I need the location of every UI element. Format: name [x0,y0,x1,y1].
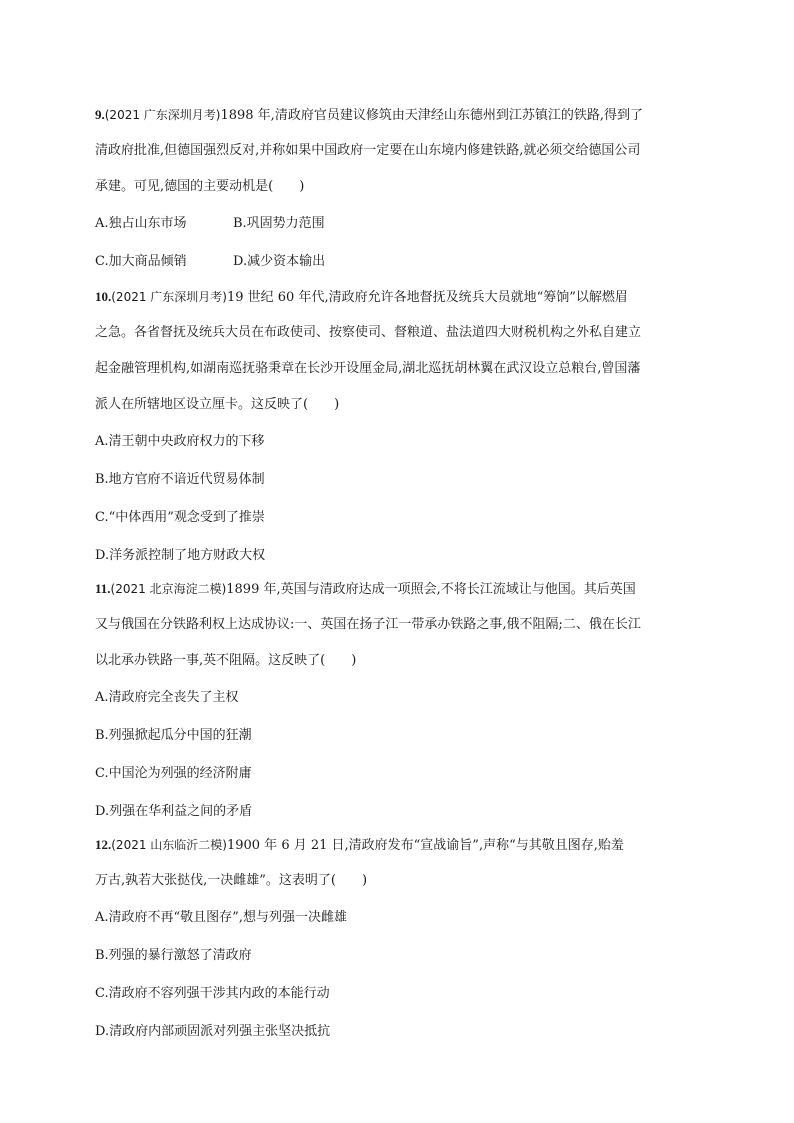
question-stem-line: 清政府批准,但德国强烈反对,并称如果中国政府一定要在山东境内修建铁路,就必须交给德国公司 [95,143,641,158]
question-number: 10. [95,289,112,304]
question-source: (2021 广东深圳月考) [111,290,227,304]
option-d[interactable]: D.列强在华利益之间的矛盾 [95,804,253,819]
option-a[interactable]: A.清王朝中央政府权力的下移 [95,434,265,449]
option-c[interactable]: C.加大商品倾销 [95,254,187,269]
option-c[interactable]: C.中国沦为列强的经济附庸 [95,766,252,781]
question-stem-line [95,827,700,863]
question-text: 1898 年,清政府官员建议修筑由天津经山东德州到江苏镇江的铁路,得到了 [220,108,643,123]
option-a[interactable]: A.清政府不再“敬且图存”,想与列强一决雌雄 [95,910,347,925]
option-b[interactable]: B.列强的暴行激怒了清政府 [95,948,252,963]
question-12 [95,827,700,1051]
question-text: 19 世纪 60 年代,清政府允许各地督抚及统兵大员就地“筹饷”以解燃眉 [226,290,628,305]
question-number: 12. [95,837,112,852]
option-row [95,205,700,243]
question-source: (2021 广东深圳月考) [104,108,221,122]
option-d[interactable]: D.减少资本输出 [233,254,326,269]
question-number: 11. [95,581,111,596]
question-stem-line: 派人在所辖地区设立厘卡。这反映了( ) [95,397,340,412]
question-source: (2021 山东临沂二模) [111,838,227,852]
question-stem-line: 万古,孰若大张挞伐,一决雌雄”。这表明了( ) [95,873,368,888]
question-stem-line: 以北承办铁路一事,英不阻隔。这反映了( ) [95,653,357,668]
option-c[interactable]: C.清政府不容列强干涉其内政的本能行动 [95,986,330,1001]
question-9 [95,97,700,281]
question-stem-line [95,279,700,315]
option-d[interactable]: D.洋务派控制了地方财政大权 [95,548,266,563]
question-source: (2021 北京海淀二模) [110,582,227,596]
option-b[interactable]: B.巩固势力范围 [233,216,325,231]
question-stem-line: 又与俄国在分铁路利权上达成协议:一、英国在扬子江一带承办铁路之事,俄不阻隔;二、俄在长江 [95,617,641,632]
question-stem-line [95,571,700,607]
option-c[interactable]: C.“中体西用”观念受到了推崇 [95,510,265,525]
question-text: 1899 年,英国与清政府达成一项照会,不将长江流域让与他国。其后英国 [226,582,636,597]
option-d[interactable]: D.清政府内部顽固派对列强主张坚决抵抗 [95,1024,331,1039]
question-stem-line: 承建。可见,德国的主要动机是( ) [95,179,305,194]
question-11 [95,571,700,831]
option-b[interactable]: B.列强掀起瓜分中国的狂潮 [95,728,252,743]
question-stem-line [95,97,700,133]
question-stem-line: 起金融管理机构,如湖南巡抚骆秉章在长沙开设厘金局,湖北巡抚胡林翼在武汉设立总粮台,曾国藩 [95,361,641,376]
question-10 [95,279,700,575]
question-text: 1900 年 6 月 21 日,清政府发布“宣战谕旨”,声称“与其敬且图存,贻羞 [226,838,624,853]
option-a[interactable]: A.清政府完全丧失了主权 [95,690,239,705]
question-stem-line: 之急。各省督抚及统兵大员在布政使司、按察使司、督粮道、盐法道四大财税机构之外私自建立 [95,325,642,340]
question-number: 9. [95,107,105,122]
option-b[interactable]: B.地方官府不谙近代贸易体制 [95,472,265,487]
option-a[interactable]: A.独占山东市场 [95,216,187,231]
option-row [95,243,700,281]
